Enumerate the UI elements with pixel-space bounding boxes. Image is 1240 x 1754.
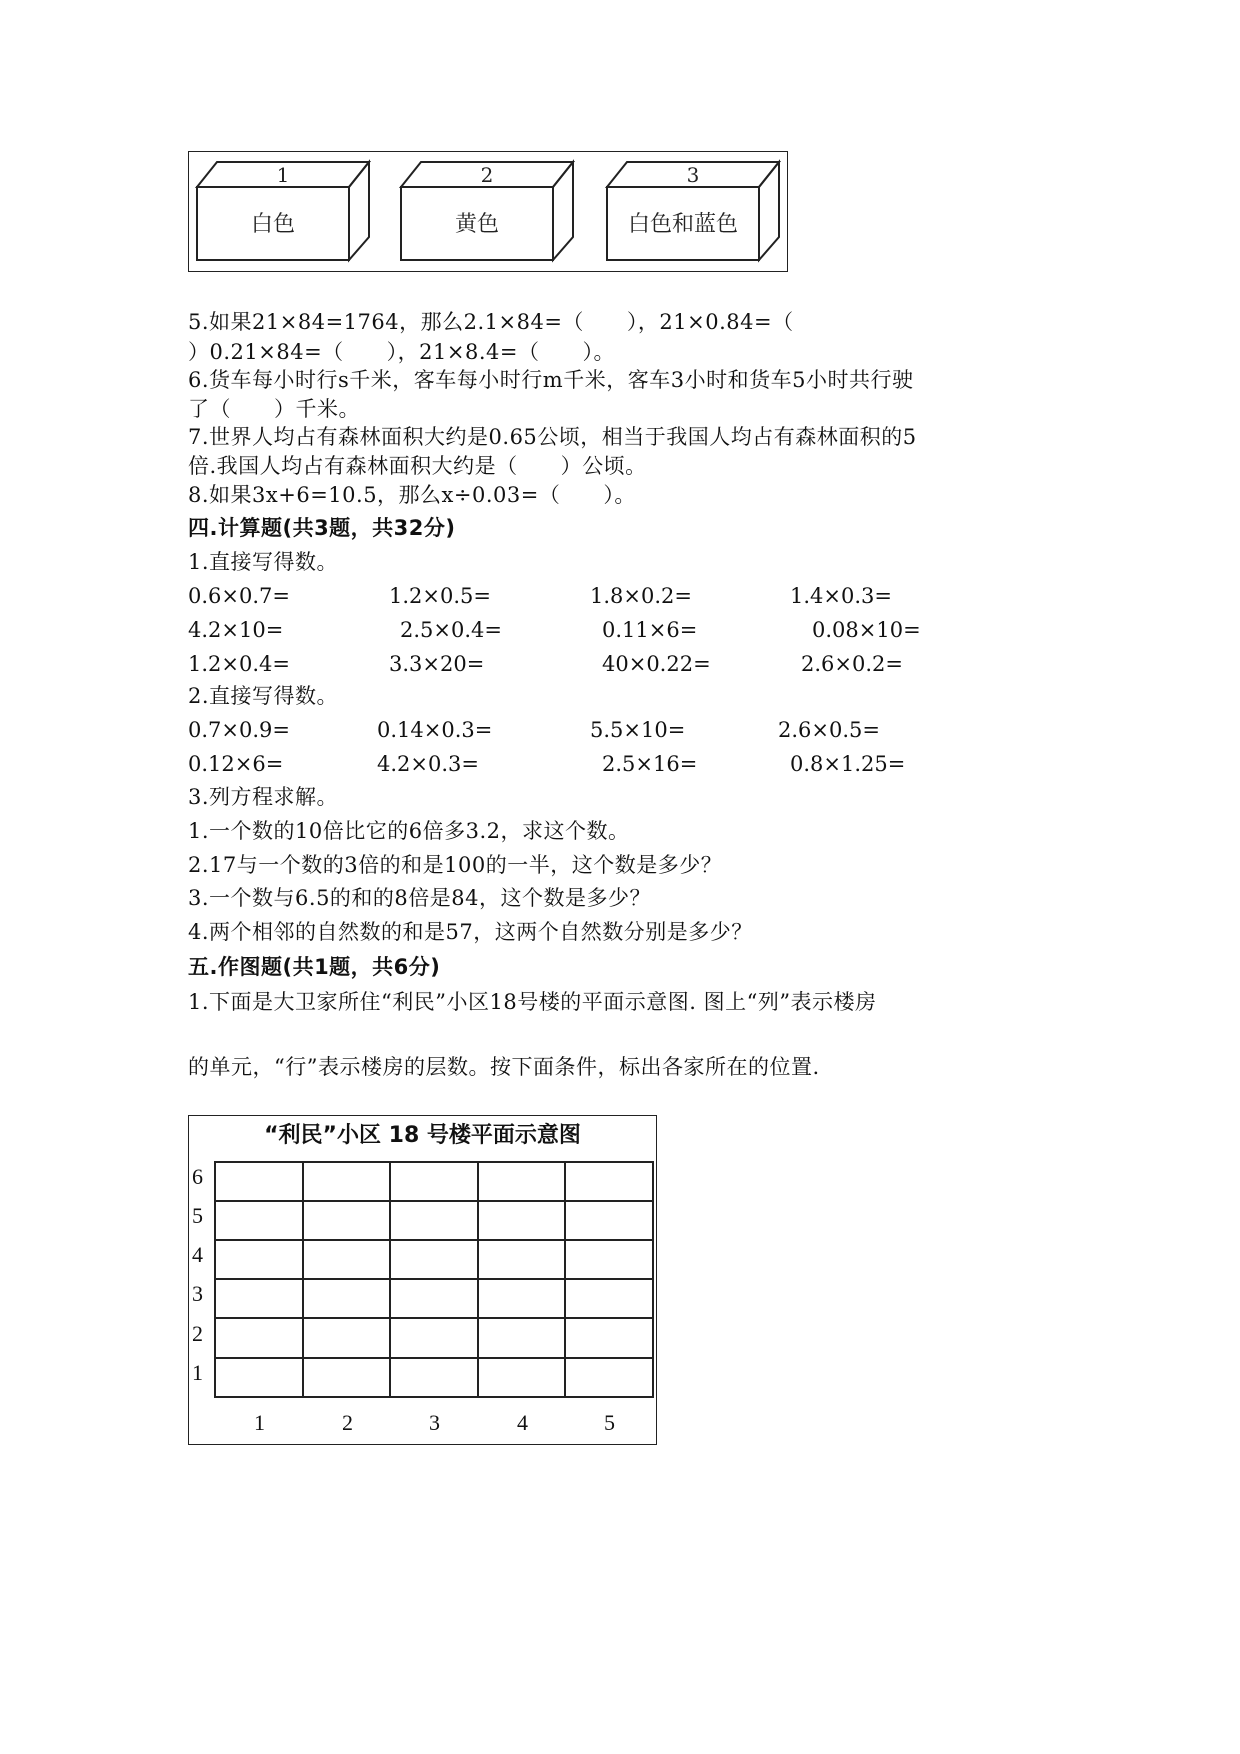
boxes-figure <box>188 151 788 272</box>
col-label-3: 3 <box>429 1410 440 1435</box>
row-label-3: 3 <box>192 1281 203 1306</box>
plan-title: “利民”小区 18 号楼平面示意图 <box>264 1123 581 1148</box>
box-3-label: 白色和蓝色 <box>627 212 739 237</box>
calc-item: 0.11×6= <box>602 618 698 642</box>
calc-item: 2.5×0.4= <box>400 618 502 642</box>
q5-line-1: 5.如果21×84=1764，那么2.1×84=（ ），21×0.84=（ <box>188 310 794 334</box>
q7-line-1: 7.世界人均占有森林面积大约是0.65公顷，相当于我国人均占有森林面积的5 <box>188 425 917 449</box>
box-2-label: 黄色 <box>454 212 500 237</box>
row-label-4: 4 <box>192 1242 203 1267</box>
q6-line-2: 了（ ）千米。 <box>188 397 360 421</box>
col-label-2: 2 <box>342 1410 353 1435</box>
section-4-heading: 四.计算题(共3题，共32分) <box>188 516 456 540</box>
calc-item: 40×0.22= <box>602 652 711 676</box>
calc-item: 2.6×0.5= <box>778 718 880 742</box>
calc-1-title: 1.直接写得数。 <box>188 550 339 574</box>
calc-item: 0.12×6= <box>188 752 284 776</box>
calc-2-title: 2.直接写得数。 <box>188 684 339 708</box>
calc-item: 3.3×20= <box>389 652 485 676</box>
section-5-heading: 五.作图题(共1题，共6分) <box>188 955 441 979</box>
drawing-q1-line-2: 的单元，“行”表示楼房的层数。按下面条件，标出各家所在的位置. <box>188 1055 820 1079</box>
equation-3: 3.一个数与6.5的和的8倍是84，这个数是多少？ <box>188 886 652 910</box>
drawing-q1-line-1: 1.下面是大卫家所住“利民”小区18号楼的平面示意图. 图上“列”表示楼房 <box>188 990 877 1014</box>
q5-line-2: ）0.21×84=（ ），21×8.4=（ ）。 <box>188 340 615 364</box>
calc-3-title: 3.列方程求解。 <box>188 785 339 809</box>
col-label-1: 1 <box>254 1410 265 1435</box>
calc-item: 1.2×0.5= <box>389 584 491 608</box>
col-label-4: 4 <box>517 1410 528 1435</box>
col-label-5: 5 <box>604 1410 615 1435</box>
equation-4: 4.两个相邻的自然数的和是57，这两个自然数分别是多少？ <box>188 920 753 944</box>
box-1-number: 1 <box>276 163 290 187</box>
calc-item: 4.2×0.3= <box>377 752 479 776</box>
boxes-svg <box>189 152 789 273</box>
calc-item: 0.6×0.7= <box>188 584 290 608</box>
calc-item: 1.2×0.4= <box>188 652 290 676</box>
row-label-6: 6 <box>192 1164 203 1189</box>
equation-2: 2.17与一个数的3倍的和是100的一半，这个数是多少？ <box>188 853 723 877</box>
calc-item: 0.8×1.25= <box>790 752 906 776</box>
box-2-number: 2 <box>480 163 494 187</box>
row-label-1: 1 <box>192 1360 203 1385</box>
calc-item: 2.6×0.2= <box>801 652 903 676</box>
equation-1: 1.一个数的10倍比它的6倍多3.2，求这个数。 <box>188 819 630 843</box>
q6-line-1: 6.货车每小时行s千米，客车每小时行m千米，客车3小时和货车5小时共行驶 <box>188 368 914 392</box>
row-label-5: 5 <box>192 1203 203 1228</box>
box-3-number: 3 <box>686 163 700 187</box>
calc-item: 1.4×0.3= <box>790 584 892 608</box>
calc-item: 4.2×10= <box>188 618 284 642</box>
row-label-2: 2 <box>192 1321 203 1346</box>
calc-item: 0.14×0.3= <box>377 718 493 742</box>
building-plan-figure <box>188 1115 657 1445</box>
calc-item: 0.08×10= <box>812 618 921 642</box>
q8-line: 8.如果3x+6=10.5，那么x÷0.03=（ ）。 <box>188 483 636 507</box>
plan-grid <box>189 1116 658 1446</box>
q7-line-2: 倍.我国人均占有森林面积大约是（ ）公顷。 <box>188 454 647 478</box>
calc-item: 2.5×16= <box>602 752 698 776</box>
box-1-label: 白色 <box>250 212 296 237</box>
calc-item: 5.5×10= <box>590 718 686 742</box>
calc-item: 1.8×0.2= <box>590 584 692 608</box>
calc-item: 0.7×0.9= <box>188 718 290 742</box>
